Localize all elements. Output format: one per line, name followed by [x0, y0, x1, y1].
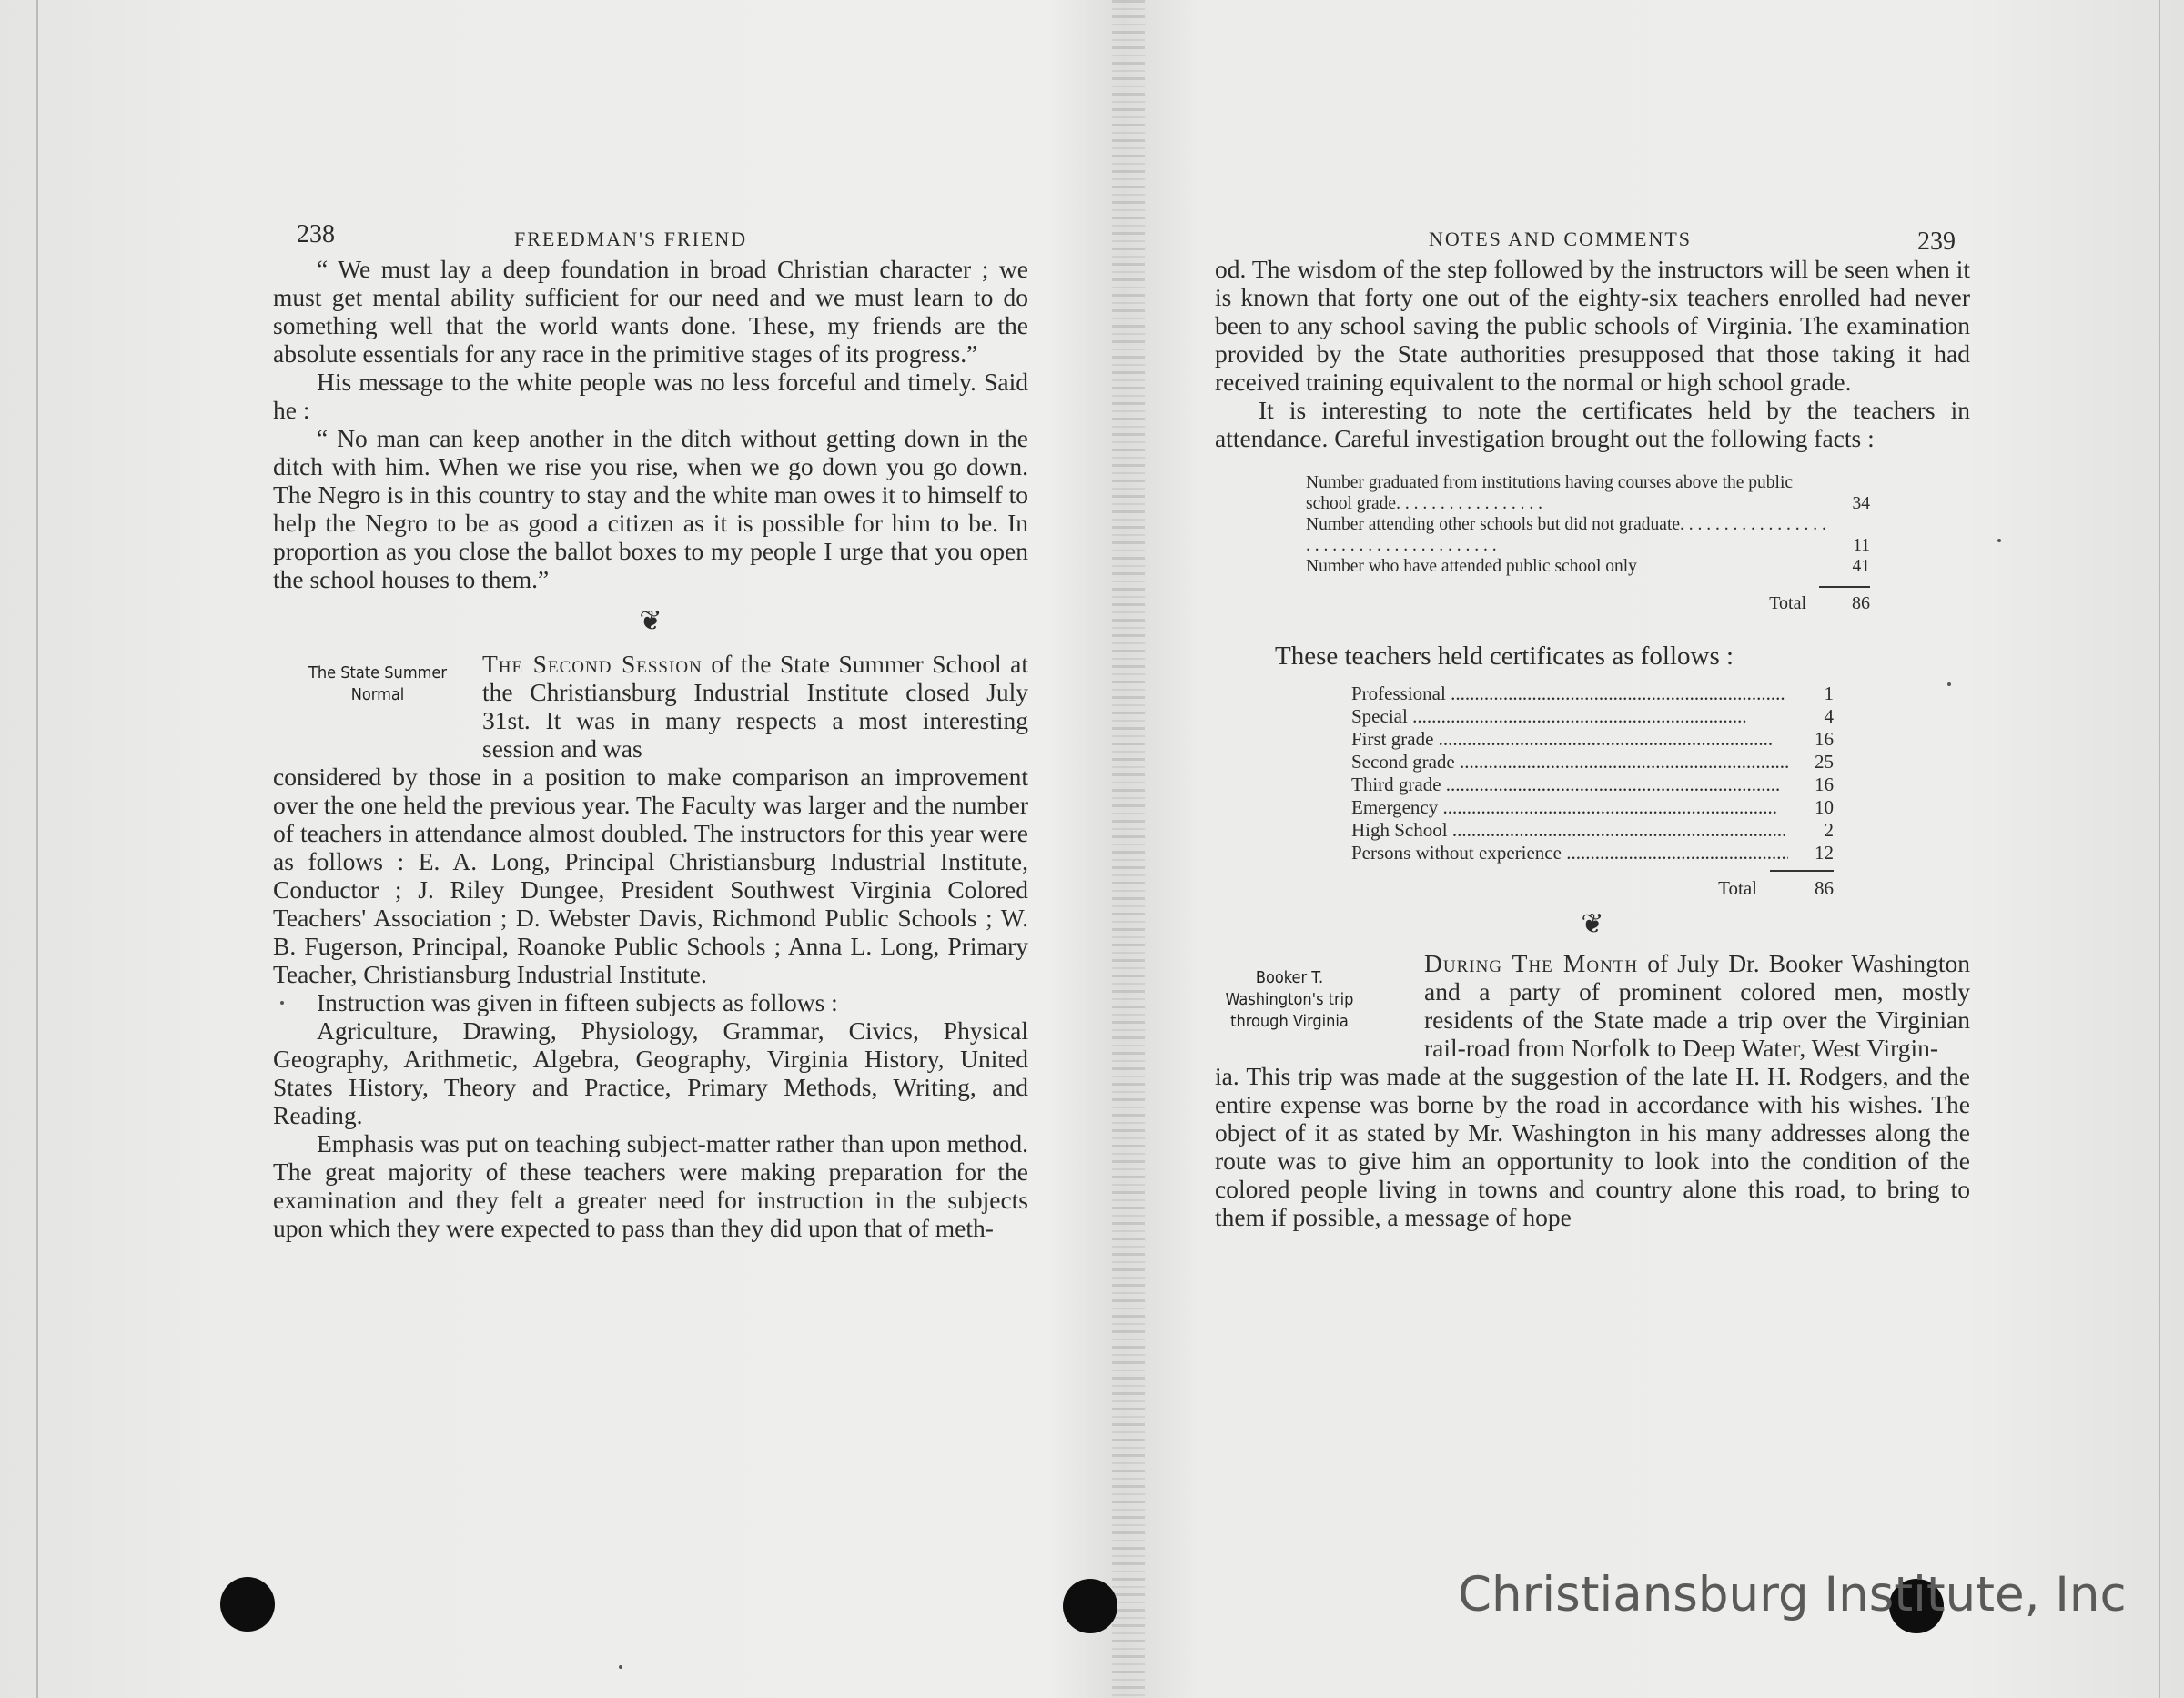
total-value: 86: [1819, 586, 1870, 614]
body-paragraph: od. The wisdom of the step followed by the instructors will be seen when it is known that forty one out of the eighty-six teachers enrolled had never been to any school saving the public schools of Virginia. The examination provided by the State authorities presupposed that those taking it had received training equivalent to the normal or high school grade.: [1215, 255, 1970, 396]
cert-value: 2: [1824, 819, 1834, 841]
total-value: 86: [1770, 870, 1834, 900]
scan-speck: [1997, 539, 2001, 542]
running-title: NOTES AND COMMENTS: [1429, 227, 1693, 250]
running-head-right: [1215, 209, 1970, 255]
scan-speck: [280, 1001, 284, 1005]
table-row: [1306, 472, 1870, 514]
total-label: Total: [1769, 593, 1806, 613]
table-row: [1306, 514, 1870, 556]
quote-paragraph: “ We must lay a deep foundation in broad Christian character ; we must get mental ability sufficient for our need and we must learn to do something well that the world wants done. These, my friends are the absolute essentials for any race in the primitive stages of its progress.”: [273, 255, 1028, 368]
cert-label: Third grade .....: [1351, 773, 1788, 796]
ornament-divider: ❦: [1581, 909, 1604, 939]
certificates-table: [1351, 682, 1834, 864]
cert-label: First grade .....: [1351, 728, 1788, 751]
running-title: FREEDMAN'S FRIEND: [514, 227, 748, 250]
cert-value: 4: [1824, 705, 1834, 727]
page-number: 239: [1917, 227, 1956, 256]
body-paragraph: Instruction was given in fifteen subjects as follows :: [317, 988, 838, 1016]
body-paragraph: Emphasis was put on teaching subject-matter rather than upon method. The great majority of these teachers were making preparation for the examination and they felt a greater need for instruction in the subjects upon which they were expected to pass than they did upon that of meth-: [273, 1129, 1028, 1242]
facts-table: [1306, 472, 1870, 614]
cert-value: 16: [1815, 728, 1834, 750]
binding-fold: [1112, 0, 1145, 1698]
side-label: Booker T. Washington's trip through Virginia: [1225, 968, 1354, 1031]
fact-value: 41: [1852, 557, 1870, 576]
body-paragraph: considered by those in a position to make comparison an improvement over the one held the previous year. The Faculty was larger and the number of teachers in attendance almost doubled. The instructors for this year were as follows : E. A. Long, Principal Christiansburg Industrial Institute, Conductor ; J. Riley Dungee, President Southwest Virginia Colored Teachers' Association ; D. Webster Davis, Richmond Public Schools ; W. B. Fugerson, Principal, Roanoke Public Schools ; Anna L. Long, Primary Teacher, Christiansburg Industrial Institute.: [273, 763, 1028, 988]
punch-hole: [220, 1577, 275, 1632]
body-paragraph: It is interesting to note the certificates held by the teachers in attendance. Careful investigation brought out the following facts :: [1215, 396, 1970, 452]
fact-label: Number graduated from institutions having courses above the public school grade. . . . . . . . . . . . . . . . .: [1306, 473, 1794, 513]
section-intro-text: of the State Summer School at the Christiansburg Industrial Institute closed July 31st. It was in many respects a most interesting session and was: [482, 650, 1029, 763]
table-row: [1351, 751, 1834, 773]
right-page-edge: [2159, 0, 2160, 1698]
left-page-edge: [36, 0, 38, 1698]
body-paragraph: ia. This trip was made at the suggestion of the late H. H. Rodgers, and the entire expense was borne by the road in accordance with his wishes. The object of it as stated by Mr. Washington in his many addresses along the route was to give him an opportunity to look into the condition of the colored people living in towns and country alone this road, to bring to them if possible, a message of hope: [1215, 1062, 1970, 1231]
running-head-left: [273, 209, 1028, 255]
cert-label: Emergency .....: [1351, 796, 1788, 819]
subjects-list: Agriculture, Drawing, Physiology, Grammar, Civics, Physical Geography, Arithmetic, Algebra, Geography, Virginia History, United States History, Theory and Practice, Primary Methods, Writing, and Reading.: [273, 1016, 1028, 1129]
table-row: [1351, 728, 1834, 751]
table-row: [1351, 773, 1834, 796]
cert-label: Persons without experience .....: [1351, 842, 1788, 864]
watermark: Christiansburg Institute, Inc: [1458, 1567, 2127, 1622]
section-intro-text: of July Dr. Booker Washington and a party of prominent colored men, mostly residents of the State made a trip over the Virginian rail-road from Norfolk to Deep Water, West Virgin-: [1424, 949, 1971, 1062]
section-lead: The Second Session: [482, 650, 703, 678]
cert-label: Special .....: [1351, 705, 1788, 728]
ornament-divider: ❦: [639, 606, 662, 636]
table-row: [1351, 682, 1834, 705]
cert-value: 12: [1815, 842, 1834, 864]
fact-value: 11: [1853, 536, 1870, 555]
page-number: 238: [297, 220, 335, 248]
certificates-total: [1215, 870, 1834, 900]
section-summer-normal: [273, 650, 1028, 763]
section-lead: During The Month: [1424, 949, 1639, 977]
certificates-heading: These teachers held certificates as follows :: [1275, 642, 1734, 671]
scan-speck: [1947, 682, 1951, 686]
cert-label: Second grade .....: [1351, 751, 1788, 773]
cert-label: High School .....: [1351, 819, 1788, 842]
table-row: [1351, 796, 1834, 819]
section-intro: [482, 650, 1028, 763]
table-row: [1306, 556, 1870, 577]
punch-hole: [1063, 1579, 1117, 1633]
total-label: Total: [1718, 877, 1757, 899]
cert-value: 25: [1815, 751, 1834, 773]
table-row: [1351, 819, 1834, 842]
scan-speck: [619, 1665, 622, 1669]
cert-value: 10: [1815, 796, 1834, 818]
cert-value: 1: [1824, 682, 1834, 704]
facts-total: [1306, 586, 1870, 614]
right-page: [1215, 209, 1970, 1231]
fact-label: Number attending other schools but did not graduate. . . . . . . . . . . . . . . . . . . . . . . . . . . . . . . . . . . . . . .: [1306, 515, 1826, 555]
fact-value: 34: [1852, 494, 1870, 513]
cert-value: 16: [1815, 773, 1834, 795]
section-intro: [1424, 949, 1970, 1062]
body-paragraph: His message to the white people was no less forceful and timely. Said he :: [273, 368, 1028, 424]
quote-paragraph: “ No man can keep another in the ditch without getting down in the ditch with him. When we rise you rise, when we go down you go down. The Negro is in this country to stay and the white man owes it to himself to help the Negro to be as good a citizen as it is possible for him to be. In proportion as you close the ballot boxes to my people I urge that you open the school houses to them.”: [273, 424, 1028, 593]
side-label: The State Summer Normal: [308, 663, 447, 704]
table-row: [1351, 705, 1834, 728]
table-row: [1351, 842, 1834, 864]
left-page: [273, 209, 1028, 1242]
cert-label: Professional .....: [1351, 682, 1788, 705]
section-washington-trip: [1215, 949, 1970, 1062]
fact-label: Number who have attended public school only: [1306, 557, 1637, 576]
